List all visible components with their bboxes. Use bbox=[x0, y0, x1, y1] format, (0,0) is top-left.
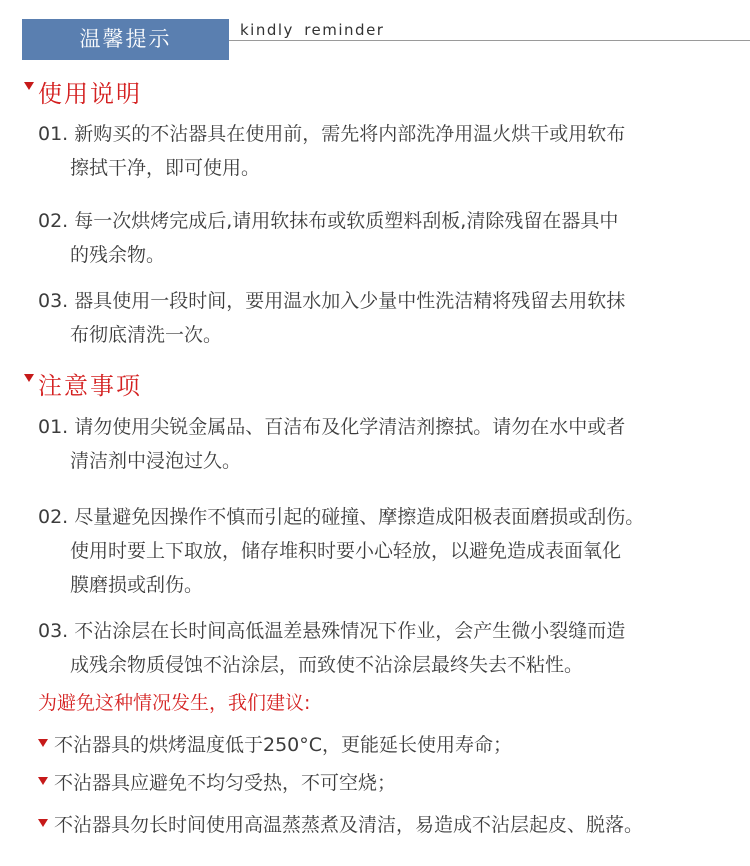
triangle-bullet-icon bbox=[38, 819, 48, 827]
tip-item-3 bbox=[38, 810, 643, 840]
triangle-marker-icon bbox=[24, 374, 34, 382]
caution-item-3-line1: 03. 不沾涂层在长时间高低温差悬殊情况下作业，会产生微小裂缝而造 bbox=[38, 620, 626, 642]
usage-item-3-line1: 03. 器具使用一段时间，要用温水加入少量中性洗洁精将残留去用软抹 bbox=[38, 290, 626, 312]
caution-item-2-line1: 02. 尽量避免因操作不慎而引起的碰撞、摩擦造成阳极表面磨损或刮伤。 bbox=[38, 506, 645, 528]
caution-title-text: 注意事项 bbox=[38, 372, 142, 400]
caution-item-2-line2: 使用时要上下取放，储存堆积时要小心轻放，以避免造成表面氧化 bbox=[70, 540, 622, 562]
header bbox=[0, 0, 750, 62]
usage-item-2-line1: 02. 每一次烘烤完成后,请用软抹布或软质塑料刮板,清除残留在器具中 bbox=[38, 210, 619, 232]
triangle-marker-icon bbox=[24, 82, 34, 90]
caution-item-1 bbox=[38, 410, 743, 478]
usage-item-2-line2: 的残余物。 bbox=[70, 244, 166, 266]
caution-item-3-line2: 成残余物质侵蚀不沾涂层，而致使不沾涂层最终失去不粘性。 bbox=[70, 654, 584, 676]
tip-item-1-text: 不沾器具的烘烤温度低于250°C，更能延长使用寿命； bbox=[54, 734, 513, 756]
caution-item-1-line2: 清洁剂中浸泡过久。 bbox=[70, 450, 242, 472]
header-subtitle: kindly reminder bbox=[240, 21, 385, 39]
tip-item-2-text: 不沾器具应避免不均匀受热，不可空烧； bbox=[54, 772, 397, 794]
triangle-bullet-icon bbox=[38, 739, 48, 747]
usage-title-text: 使用说明 bbox=[38, 80, 142, 108]
caution-item-3 bbox=[38, 614, 743, 682]
triangle-bullet-icon bbox=[38, 777, 48, 785]
usage-item-3-line2: 布彻底清洗一次。 bbox=[70, 324, 223, 346]
tip-item-2 bbox=[38, 768, 396, 798]
usage-item-2 bbox=[38, 204, 743, 272]
caution-item-1-line1: 01. 请勿使用尖锐金属品、百洁布及化学清洁剂擦拭。请勿在水中或者 bbox=[38, 416, 626, 438]
header-tab: 温馨提示 bbox=[22, 19, 229, 60]
usage-item-1-line1: 01. 新购买的不沾器具在使用前，需先将内部洗净用温火烘干或用软布 bbox=[38, 123, 626, 145]
caution-item-2-line3: 膜磨损或刮伤。 bbox=[70, 574, 204, 596]
usage-item-1-line2: 擦拭干净，即可使用。 bbox=[70, 157, 261, 179]
usage-section-title bbox=[24, 80, 142, 108]
tip-item-1 bbox=[38, 730, 512, 760]
caution-item-2 bbox=[38, 500, 743, 602]
usage-item-3 bbox=[38, 284, 743, 352]
advice-note: 为避免这种情况发生，我们建议: bbox=[38, 692, 311, 714]
usage-item-1 bbox=[38, 117, 743, 185]
tip-item-3-text: 不沾器具勿长时间使用高温蒸蒸煮及清洁，易造成不沾层起皮、脱落。 bbox=[54, 814, 644, 836]
caution-section-title bbox=[24, 372, 142, 400]
